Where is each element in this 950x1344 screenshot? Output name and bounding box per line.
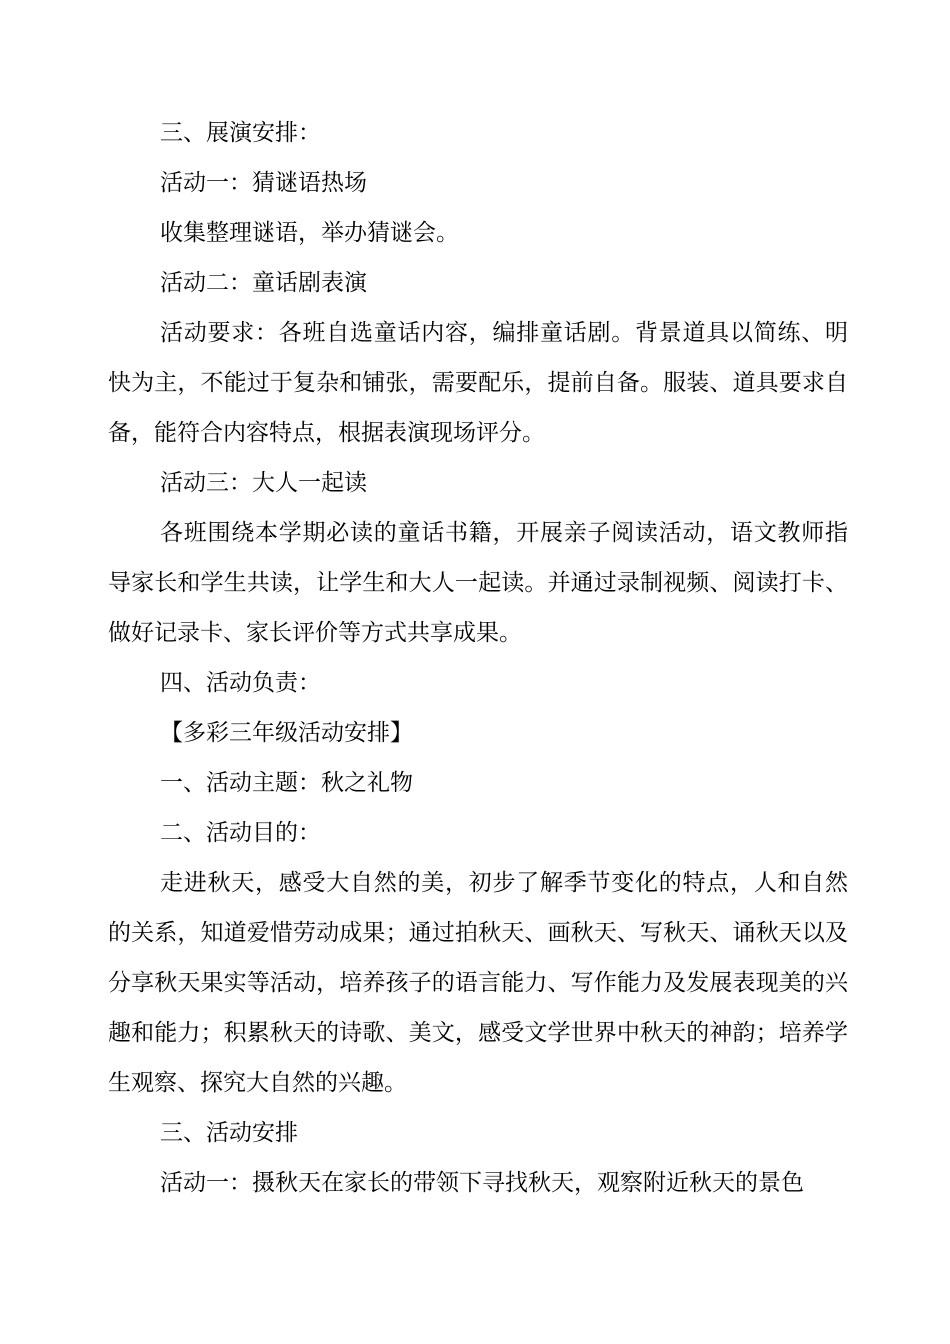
paragraph-purpose: 走进秋天，感受大自然的美，初步了解季节变化的特点，人和自然的关系，知道爱惜劳动成果；通过拍秋天、画秋天、写秋天、诵秋天以及分享秋天果实等活动，培养孩子的语言能力、写作能力及发展表现美的兴趣和能力；积累秋天的诗歌、美文，感受文学世界中秋天的神韵；培养学生观察、探究大自然的兴趣。 — [108, 870, 848, 1096]
section-heading-responsibility: 四、活动负责： — [160, 670, 321, 696]
activity-heading-fairy-tale-drama: 活动二：童话剧表演 — [160, 270, 367, 296]
paragraph-activity-photograph-autumn: 活动一：摄秋天在家长的带领下寻找秋天，观察附近秋天的景色 — [160, 1170, 804, 1196]
document-body — [108, 108, 848, 1208]
section-heading-arrangement: 三、活动安排 — [160, 1120, 298, 1146]
section-heading-purpose: 二、活动目的： — [160, 820, 321, 846]
section-heading-performance: 三、展演安排： — [160, 120, 321, 146]
section-heading-theme: 一、活动主题：秋之礼物 — [160, 770, 413, 796]
activity-heading-reading-together: 活动三：大人一起读 — [160, 470, 367, 496]
activity-heading-riddles: 活动一：猜谜语热场 — [160, 170, 367, 196]
paragraph-riddles: 收集整理谜语，举办猜谜会。 — [160, 220, 459, 246]
paragraph-reading-together: 各班围绕本学期必读的童话书籍，开展亲子阅读活动，语文教师指导家长和学生共读，让学生和大人一起读。并通过录制视频、阅读打卡、做好记录卡、家长评价等方式共享成果。 — [108, 520, 848, 646]
bracket-title-grade-three: 【多彩三年级活动安排】 — [160, 720, 413, 746]
paragraph-drama-requirements: 活动要求：各班自选童话内容，编排童话剧。背景道具以简练、明快为主，不能过于复杂和铺张，需要配乐，提前自备。服装、道具要求自备，能符合内容特点，根据表演现场评分。 — [108, 320, 848, 446]
